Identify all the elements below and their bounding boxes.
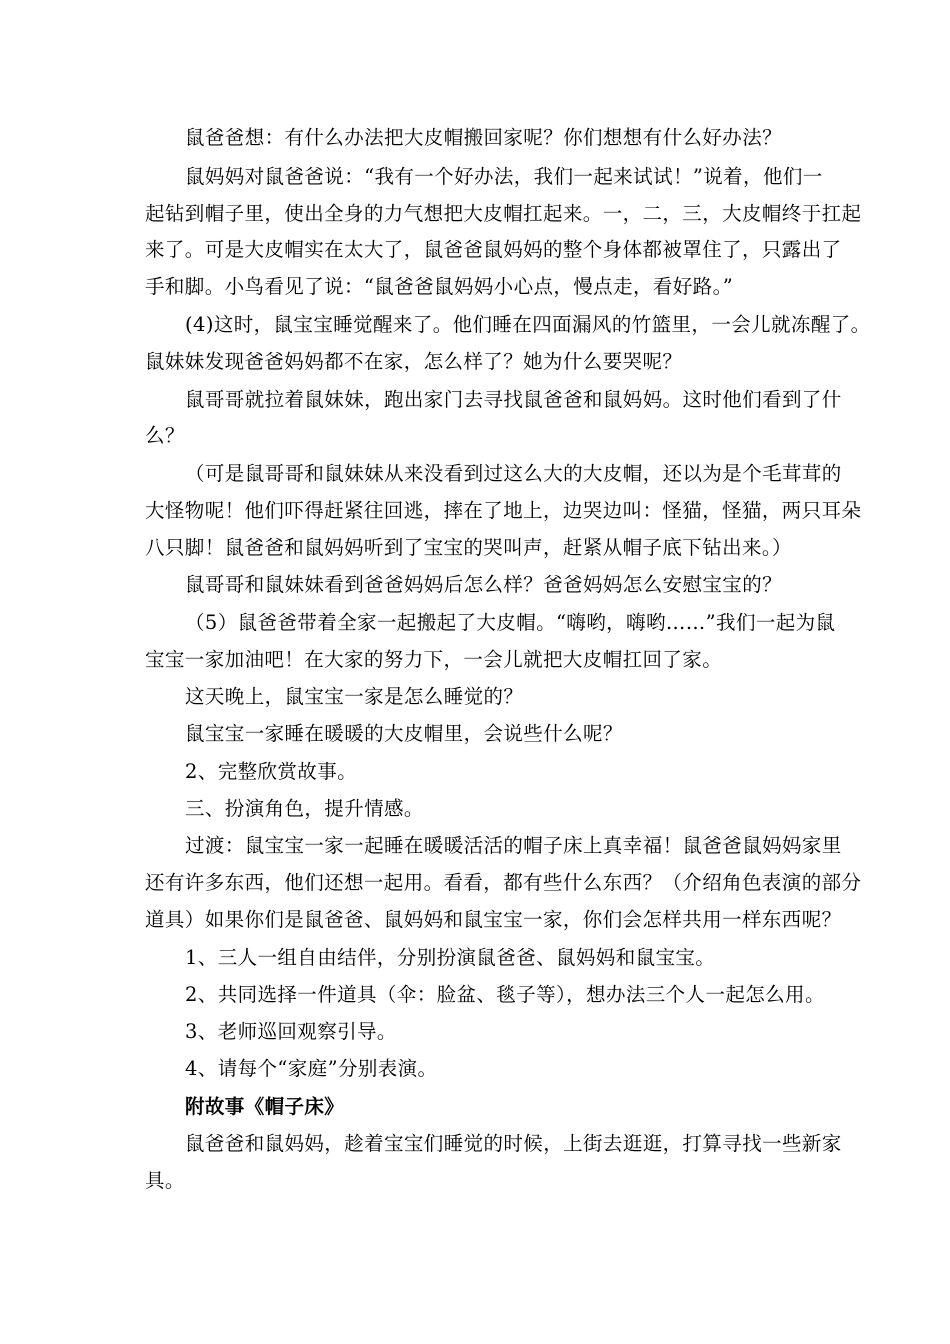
list-item: 3、老师巡回观察引导。 — [185, 1020, 397, 1043]
paragraph-line: 还有许多东西，他们还想一起用。看看，都有些什么东西？（介绍角色表演的部分 — [145, 871, 862, 894]
paragraph-line: 八只脚！鼠爸爸和鼠妈妈听到了宝宝的哭叫声，赶紧从帽子底下钻出来。） — [145, 536, 792, 559]
paragraph-line: (4)这时，鼠宝宝睡觉醒来了。他们睡在四面漏风的竹篮里，一会儿就冻醒了。 — [185, 313, 871, 336]
section-item: 2、完整欣赏故事。 — [185, 760, 358, 783]
list-item: 2、共同选择一件道具（伞：脸盆、毯子等），想办法三个人一起怎么用。 — [185, 983, 825, 1006]
paragraph-line: 么？ — [145, 424, 185, 447]
paragraph-line: 鼠爸爸和鼠妈妈，趁着宝宝们睡觉的时候，上街去逛逛，打算寻找一些新家 — [185, 1132, 842, 1155]
paragraph-line: 鼠哥哥就拉着鼠妹妹，跑出家门去寻找鼠爸爸和鼠妈妈。这时他们看到了什 — [185, 388, 842, 411]
paragraph-line: 具。 — [145, 1169, 185, 1192]
paragraph-line: 鼠哥哥和鼠妹妹看到爸爸妈妈后怎么样？爸爸妈妈怎么安慰宝宝的？ — [185, 573, 783, 596]
paragraph-line: 手和脚。小鸟看见了说：“鼠爸爸鼠妈妈小心点，慢点走，看好路。” — [145, 275, 734, 298]
list-item: 1、三人一组自由结伴，分别扮演鼠爸爸、鼠妈妈和鼠宝宝。 — [185, 946, 716, 969]
paragraph-line: 这天晚上，鼠宝宝一家是怎么睡觉的？ — [185, 685, 524, 708]
paragraph-line: 鼠妹妹发现爸爸妈妈都不在家，怎么样了？她为什么要哭呢？ — [145, 350, 683, 373]
paragraph-line: 大怪物呢！他们吓得赶紧往回逃，摔在了地上，边哭边叫：怪猫，怪猫，两只耳朵 — [145, 499, 862, 522]
paragraph-line: 起钻到帽子里，使出全身的力气想把大皮帽扛起来。一，二，三，大皮帽终于扛起 — [145, 202, 862, 225]
paragraph-line: 过渡：鼠宝宝一家一起睡在暖暖活活的帽子床上真幸福！鼠爸爸鼠妈妈家里 — [185, 834, 842, 857]
paragraph-line: 宝宝一家加油吧！在大家的努力下，一会儿就把大皮帽扛回了家。 — [145, 648, 723, 671]
paragraph-line: 道具）如果你们是鼠爸爸、鼠妈妈和鼠宝宝一家，你们会怎样共用一样东西呢？ — [145, 908, 842, 931]
paragraph-line: 来了。可是大皮帽实在太大了，鼠爸爸鼠妈妈的整个身体都被罩住了，只露出了 — [145, 238, 842, 261]
paragraph-line: 鼠宝宝一家睡在暖暖的大皮帽里，会说些什么呢？ — [185, 722, 623, 745]
section-heading: 三、扮演角色，提升情感。 — [185, 797, 424, 820]
list-item: 4、请每个“家庭”分别表演。 — [185, 1057, 438, 1080]
paragraph-line: 鼠妈妈对鼠爸爸说：“我有一个好办法，我们一起来试试！”说着，他们一 — [185, 165, 823, 188]
paragraph-line: 鼠爸爸想：有什么办法把大皮帽搬回家呢？你们想想有什么好办法？ — [185, 126, 783, 149]
story-title: 附故事《帽子床》 — [185, 1095, 345, 1118]
paragraph-line: （5）鼠爸爸带着全家一起搬起了大皮帽。“嗨哟，嗨哟……”我们一起为鼠 — [185, 611, 836, 634]
paragraph-line: （可是鼠哥哥和鼠妹妹从来没看到过这么大的大皮帽，还以为是个毛茸茸的 — [185, 462, 842, 485]
